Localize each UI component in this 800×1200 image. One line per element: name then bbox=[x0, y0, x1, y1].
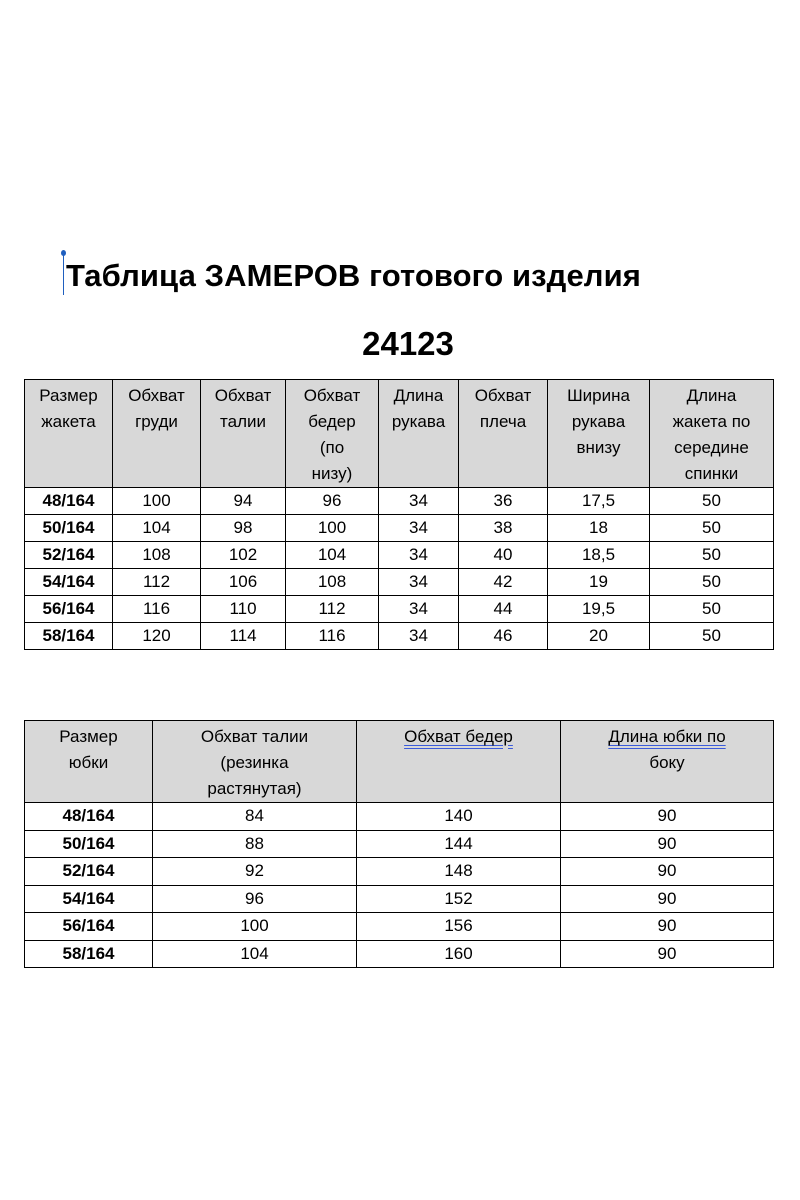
value-cell: 156 bbox=[357, 913, 561, 941]
value-cell: 46 bbox=[459, 623, 548, 650]
table-row bbox=[25, 542, 774, 569]
size-cell: 52/164 bbox=[25, 858, 153, 886]
header-skirt-size: Размер юбки bbox=[25, 721, 153, 803]
size-cell: 48/164 bbox=[25, 488, 113, 515]
value-cell: 94 bbox=[201, 488, 286, 515]
value-cell: 104 bbox=[153, 940, 357, 968]
table-row bbox=[25, 830, 774, 858]
table-row bbox=[25, 515, 774, 542]
value-cell: 36 bbox=[459, 488, 548, 515]
value-cell: 90 bbox=[561, 885, 774, 913]
header-skirt-length: Длина юбки по боку bbox=[561, 721, 774, 803]
value-cell: 100 bbox=[286, 515, 379, 542]
value-cell: 44 bbox=[459, 596, 548, 623]
value-cell: 106 bbox=[201, 569, 286, 596]
value-cell: 92 bbox=[153, 858, 357, 886]
value-cell: 160 bbox=[357, 940, 561, 968]
value-cell: 50 bbox=[650, 488, 774, 515]
size-cell: 48/164 bbox=[25, 803, 153, 831]
value-cell: 96 bbox=[286, 488, 379, 515]
header-sleeve-width: Ширина рукава внизу bbox=[548, 380, 650, 488]
value-cell: 50 bbox=[650, 515, 774, 542]
page-title: Таблица ЗАМЕРОВ готового изделия bbox=[66, 258, 641, 293]
value-cell: 34 bbox=[379, 596, 459, 623]
size-cell: 50/164 bbox=[25, 830, 153, 858]
table-row bbox=[25, 858, 774, 886]
value-cell: 34 bbox=[379, 488, 459, 515]
value-cell: 18,5 bbox=[548, 542, 650, 569]
table-header-row bbox=[25, 721, 774, 803]
value-cell: 34 bbox=[379, 569, 459, 596]
value-cell: 140 bbox=[357, 803, 561, 831]
header-jacket-length: Длина жакета по середине спинки bbox=[650, 380, 774, 488]
value-cell: 148 bbox=[357, 858, 561, 886]
value-cell: 19,5 bbox=[548, 596, 650, 623]
value-cell: 50 bbox=[650, 542, 774, 569]
value-cell: 88 bbox=[153, 830, 357, 858]
header-shoulder: Обхват плеча bbox=[459, 380, 548, 488]
value-cell: 98 bbox=[201, 515, 286, 542]
value-cell: 108 bbox=[113, 542, 201, 569]
value-cell: 42 bbox=[459, 569, 548, 596]
value-cell: 34 bbox=[379, 623, 459, 650]
value-cell: 50 bbox=[650, 569, 774, 596]
value-cell: 34 bbox=[379, 542, 459, 569]
value-cell: 152 bbox=[357, 885, 561, 913]
header-waist: Обхват талии bbox=[201, 380, 286, 488]
value-cell: 38 bbox=[459, 515, 548, 542]
value-cell: 114 bbox=[201, 623, 286, 650]
header-chest: Обхват груди bbox=[113, 380, 201, 488]
value-cell: 104 bbox=[286, 542, 379, 569]
table-row bbox=[25, 803, 774, 831]
jacket-measurements-table bbox=[24, 379, 774, 650]
text-cursor-icon bbox=[62, 250, 65, 296]
value-cell: 90 bbox=[561, 940, 774, 968]
size-cell: 54/164 bbox=[25, 569, 113, 596]
value-cell: 144 bbox=[357, 830, 561, 858]
size-cell: 56/164 bbox=[25, 596, 113, 623]
value-cell: 112 bbox=[113, 569, 201, 596]
value-cell: 108 bbox=[286, 569, 379, 596]
table-row bbox=[25, 623, 774, 650]
value-cell: 110 bbox=[201, 596, 286, 623]
value-cell: 104 bbox=[113, 515, 201, 542]
value-cell: 90 bbox=[561, 913, 774, 941]
size-cell: 50/164 bbox=[25, 515, 113, 542]
table-row bbox=[25, 885, 774, 913]
value-cell: 116 bbox=[113, 596, 201, 623]
header-sleeve-length: Длина рукава bbox=[379, 380, 459, 488]
value-cell: 120 bbox=[113, 623, 201, 650]
table-row bbox=[25, 596, 774, 623]
value-cell: 112 bbox=[286, 596, 379, 623]
header-skirt-hips: Обхват бедер bbox=[357, 721, 561, 803]
value-cell: 90 bbox=[561, 830, 774, 858]
value-cell: 90 bbox=[561, 803, 774, 831]
article-number: 24123 bbox=[362, 325, 454, 362]
size-cell: 58/164 bbox=[25, 940, 153, 968]
value-cell: 102 bbox=[201, 542, 286, 569]
value-cell: 17,5 bbox=[548, 488, 650, 515]
table-row bbox=[25, 913, 774, 941]
value-cell: 40 bbox=[459, 542, 548, 569]
value-cell: 100 bbox=[153, 913, 357, 941]
value-cell: 100 bbox=[113, 488, 201, 515]
table-row bbox=[25, 488, 774, 515]
value-cell: 90 bbox=[561, 858, 774, 886]
size-cell: 54/164 bbox=[25, 885, 153, 913]
value-cell: 50 bbox=[650, 596, 774, 623]
table-row bbox=[25, 569, 774, 596]
header-skirt-waist: Обхват талии (резинка растянутая) bbox=[153, 721, 357, 803]
skirt-measurements-table bbox=[24, 720, 774, 968]
value-cell: 20 bbox=[548, 623, 650, 650]
value-cell: 19 bbox=[548, 569, 650, 596]
value-cell: 34 bbox=[379, 515, 459, 542]
table-row bbox=[25, 940, 774, 968]
table-header-row bbox=[25, 380, 774, 488]
value-cell: 18 bbox=[548, 515, 650, 542]
value-cell: 50 bbox=[650, 623, 774, 650]
value-cell: 116 bbox=[286, 623, 379, 650]
header-jacket-size: Размер жакета bbox=[25, 380, 113, 488]
size-cell: 56/164 bbox=[25, 913, 153, 941]
value-cell: 84 bbox=[153, 803, 357, 831]
value-cell: 96 bbox=[153, 885, 357, 913]
header-hips-bottom: Обхват бедер (по низу) bbox=[286, 380, 379, 488]
size-cell: 52/164 bbox=[25, 542, 113, 569]
size-cell: 58/164 bbox=[25, 623, 113, 650]
